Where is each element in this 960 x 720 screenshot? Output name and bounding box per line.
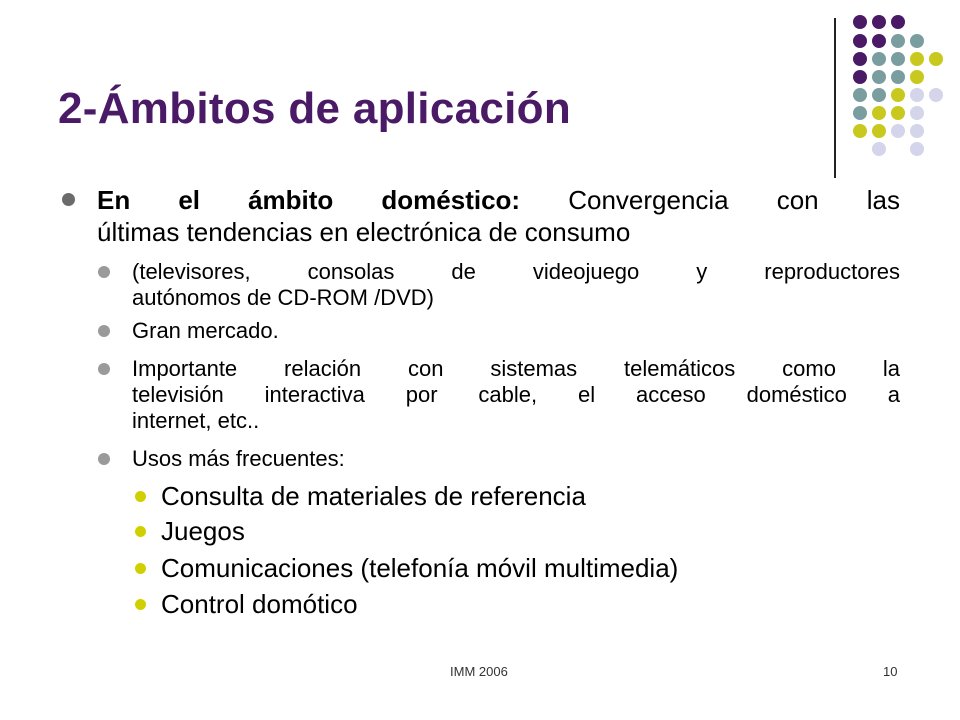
footer-label: IMM 2006 (450, 664, 508, 679)
bullet-text: Convergencia con las (568, 185, 900, 215)
decor-dot (910, 106, 924, 120)
decor-dot (853, 70, 867, 84)
sub-bullet-dot (98, 325, 110, 337)
third-level-bullet-dot (135, 526, 146, 537)
sub-item-text: Importante relación con sistemas telemáticos como la (132, 356, 900, 381)
use-item-text: Juegos (161, 516, 245, 546)
use-item-text: Control domótico (161, 589, 358, 619)
decor-dot (910, 124, 924, 138)
bullet-dot (62, 193, 75, 206)
decor-dot (929, 52, 943, 66)
decor-dot (872, 15, 886, 29)
decor-dot (872, 106, 886, 120)
sub-item-text: Gran mercado. (132, 318, 279, 343)
decor-dot (872, 88, 886, 102)
decor-dot (910, 34, 924, 48)
bullet-line (97, 184, 900, 216)
decor-dot (910, 88, 924, 102)
decor-dot (891, 52, 905, 66)
title-divider-line (834, 18, 836, 178)
decor-dot (891, 70, 905, 84)
decor-dot (891, 106, 905, 120)
decor-dot (891, 15, 905, 29)
decor-dot (853, 106, 867, 120)
decor-dot (891, 88, 905, 102)
third-level-bullet-dot (135, 491, 146, 502)
decor-dot (872, 52, 886, 66)
decor-dot (853, 124, 867, 138)
decor-dot (853, 52, 867, 66)
decor-dot (853, 15, 867, 29)
decor-dot (891, 124, 905, 138)
sub-item-text-cont: televisión interactiva por cable, el acceso doméstico a (132, 382, 900, 407)
sub-bullet-dot (98, 266, 110, 278)
use-item-text: Comunicaciones (telefonía móvil multimedia) (161, 553, 679, 583)
sub-item-text: Usos más frecuentes: (132, 446, 345, 471)
decor-dot (891, 34, 905, 48)
decor-dot (853, 88, 867, 102)
bullet-text-cont: últimas tendencias en electrónica de consumo (97, 217, 631, 247)
third-level-bullet-dot (135, 563, 146, 574)
sub-item-text-cont: internet, etc.. (132, 408, 260, 433)
decor-dot (910, 70, 924, 84)
sub-item-text-cont: autónomos de CD-ROM /DVD) (132, 285, 434, 310)
decor-dot (929, 88, 943, 102)
decor-dot (872, 124, 886, 138)
sub-bullet-dot (98, 453, 110, 465)
decor-dot (872, 70, 886, 84)
decor-dot (853, 34, 867, 48)
page-number: 10 (883, 664, 898, 679)
bullet-heading: En el ámbito doméstico: (97, 185, 521, 215)
third-level-bullet-dot (135, 599, 146, 610)
decor-dot (910, 52, 924, 66)
sub-item-text: (televisores, consolas de videojuego y reproductores (132, 259, 900, 284)
sub-bullet-dot (98, 363, 110, 375)
decor-dot (910, 142, 924, 156)
use-item-text: Consulta de materiales de referencia (161, 481, 586, 511)
decor-dot (872, 142, 886, 156)
decor-dot (872, 34, 886, 48)
slide-title: 2-Ámbitos de aplicación (58, 84, 572, 133)
